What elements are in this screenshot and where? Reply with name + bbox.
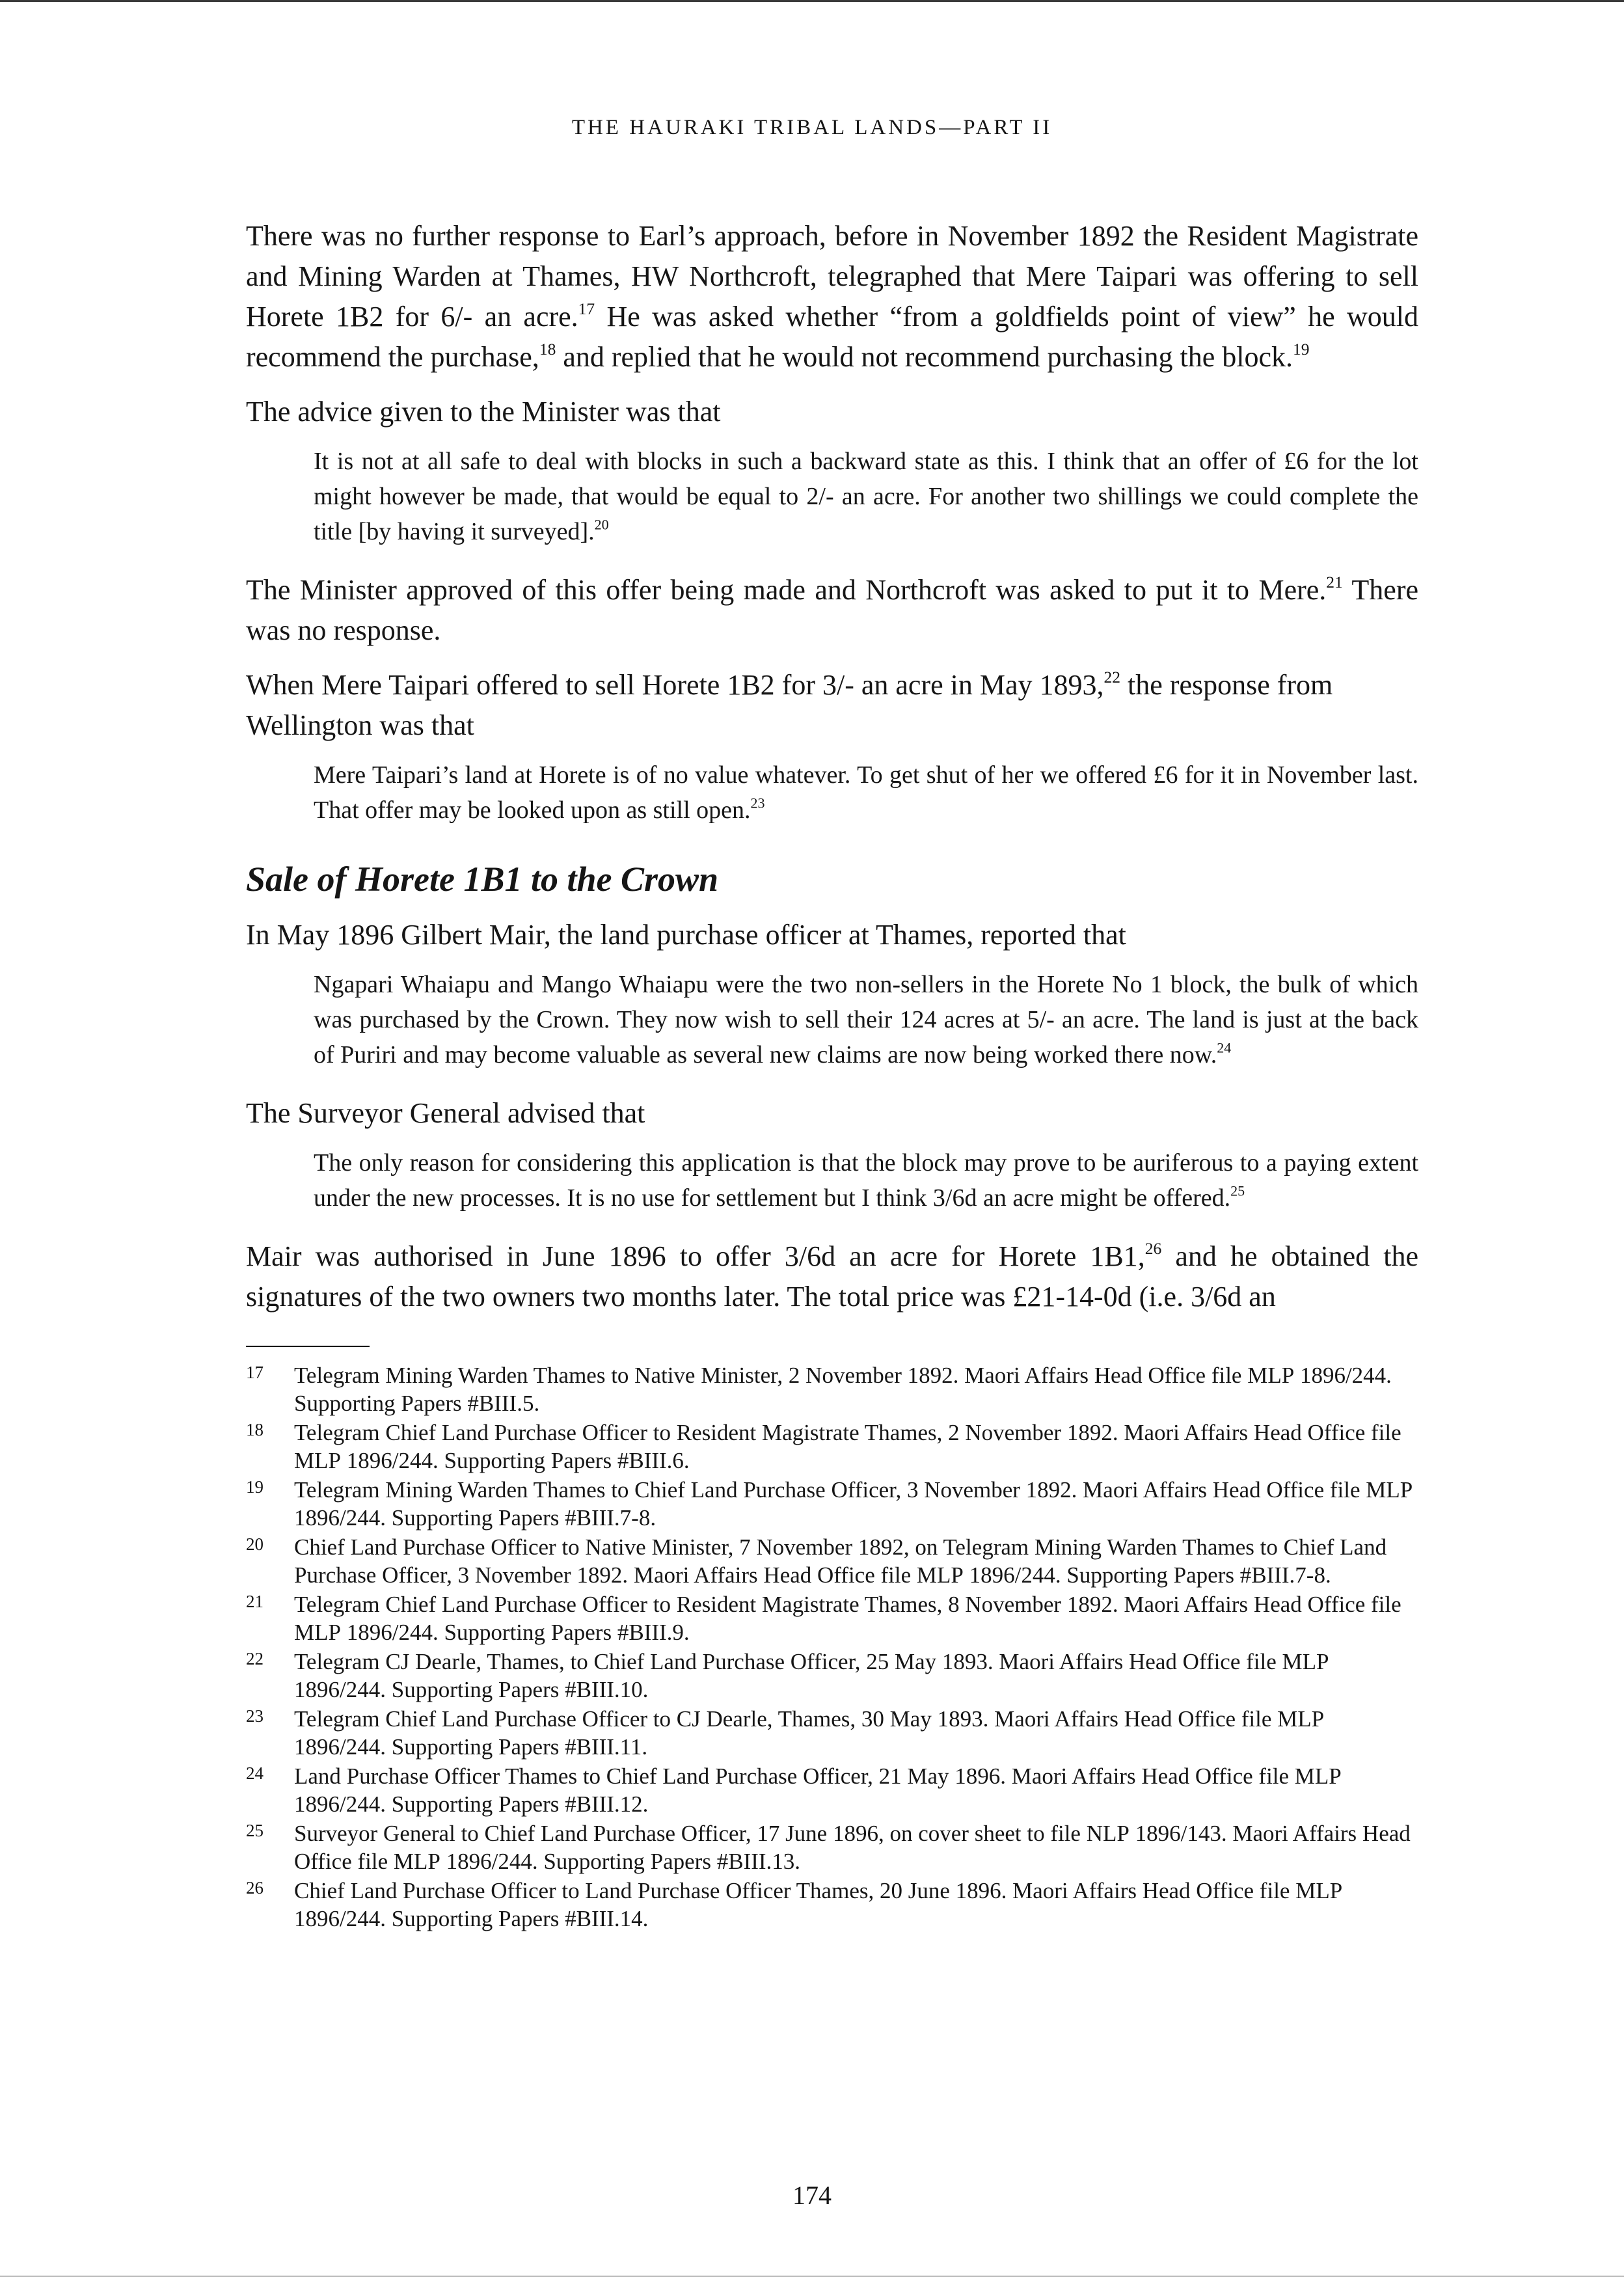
block-quote: It is not at all safe to deal with blocks in such a backward state as this. I think that an offer of £6 for the lot might however be made, that would be equal to 2/- an acre. For another two shillings we could complete the title [by having it surveyed].$^{20}$ [314, 448, 1418, 545]
footnote-ref[interactable]: 22 [1103, 668, 1121, 687]
paragraph: In May 1896 Gilbert Mair, the land purchase officer at Thames, reported that [246, 919, 1126, 951]
footnote-number: 26 [246, 1878, 264, 1898]
footnote: 22 Telegram CJ Dearle, Thames, to Chief Land Purchase Officer, 25 May 1893. Maori Affairs Head Office file MLP 1896/244. Supporting Papers #BIII.10. [246, 1649, 1329, 1702]
paragraph: The Minister approved of this offer being made and Northcroft was asked to put it to Mere.$^{21}$ There was no response. [246, 573, 1418, 646]
scan-top-edge [0, 0, 1624, 2]
footnote-number: 19 [246, 1477, 264, 1497]
footnote: 19 Telegram Mining Warden Thames to Chief Land Purchase Officer, 3 November 1892. Maori Affairs Head Office file MLP 1896/244. Supporting Papers #BIII.7-8. [246, 1477, 1413, 1531]
footnote-number: 18 [246, 1420, 264, 1439]
paragraph: The advice given to the Minister was that [246, 396, 721, 428]
footnote-ref[interactable]: 23 [750, 795, 765, 811]
footnote-ref[interactable]: 26 [1144, 1239, 1162, 1259]
footnote-number: 23 [246, 1706, 264, 1726]
footnote-number: 21 [246, 1592, 264, 1611]
footnote: 24 Land Purchase Officer Thames to Chief Land Purchase Officer, 21 May 1896. Maori Affairs Head Office file MLP 1896/244. Supporting Papers #BIII.12. [246, 1763, 1342, 1817]
body-text [246, 216, 1418, 1934]
footnote-separator [246, 1346, 370, 1347]
footnote-ref[interactable]: 20 [594, 516, 609, 533]
footnotes [246, 1361, 1418, 1933]
footnote-ref[interactable]: 17 [578, 299, 595, 319]
footnote-ref[interactable]: 25 [1230, 1182, 1245, 1199]
paragraph: There was no further response to Earl’s approach, before in November 1892 the Resident Magistrate and Mining Warden at Thames, HW Northcroft, telegraphed that Mere Taipari was offering to sell Horete 1B2 for 6/- an acre.$^{17}$ He was asked whether “from a goldfields point of view” he would recommend the purchase,$^{18}$ and replied that he would not recommend purchasing the block.$^{19}$ [246, 220, 1418, 373]
footnote: 20 Chief Land Purchase Officer to Native Minister, 7 November 1892, on Telegram Mining Warden Thames to Chief Land Purchase Officer, 3 November 1892. Maori Affairs Head Office file MLP 1896/244. Supporting Papers #BIII.7-8. [246, 1534, 1387, 1588]
footnote-number: 24 [246, 1763, 264, 1783]
block-quote: Mere Taipari’s land at Horete is of no value whatever. To get shut of her we offered £6 for it in November last. That offer may be looked upon as still open.$^{23}$ [314, 761, 1418, 824]
paragraph: When Mere Taipari offered to sell Horete 1B2 for 3/- an acre in May 1893,22 the response from Wellington was that [246, 668, 1333, 741]
footnote-ref[interactable]: 19 [1293, 340, 1310, 359]
footnote-ref[interactable]: 21 [1326, 573, 1343, 592]
running-head: THE HAURAKI TRIBAL LANDS—PART II [571, 116, 1053, 139]
footnote-ref[interactable]: 18 [539, 340, 556, 359]
footnote: 26 Chief Land Purchase Officer to Land Purchase Officer Thames, 20 June 1896. Maori Affairs Head Office file MLP 1896/244. Supporting Papers #BIII.14. [246, 1878, 1343, 1931]
footnote: 17 Telegram Mining Warden Thames to Native Minister, 2 November 1892. Maori Affairs Head Office file MLP 1896/244. Supporting Papers #BIII.5. [246, 1363, 1392, 1416]
footnote-ref[interactable]: 24 [1217, 1039, 1232, 1056]
footnote: 23 Telegram Chief Land Purchase Officer to CJ Dearle, Thames, 30 May 1893. Maori Affairs Head Office file MLP 1896/244. Supporting Papers #BIII.11. [246, 1706, 1325, 1760]
section-heading: Sale of Horete 1B1 to the Crown [246, 860, 719, 899]
footnote-number: 22 [246, 1649, 264, 1668]
scan-bottom-edge [0, 2276, 1624, 2277]
block-quote: Ngapari Whaiapu and Mango Whaiapu were the two non-sellers in the Horete No 1 block, the bulk of which was purchased by the Crown. They now wish to sell their 124 acres at 5/- an acre. The land is just at the back of Puriri and may become valuable as several new claims are now being worked there now.$^{24}$ [314, 971, 1418, 1068]
paragraph: The Surveyor General advised that [246, 1097, 645, 1129]
footnote-number: 25 [246, 1821, 264, 1840]
footnote: 21 Telegram Chief Land Purchase Officer to Resident Magistrate Thames, 8 November 1892. Maori Affairs Head Office file MLP 1896/244. Supporting Papers #BIII.9. [246, 1592, 1401, 1645]
block-quote: The only reason for considering this application is that the block may prove to be auriferous to a paying extent under the new processes. It is no use for settlement but I think 3/6d an acre might be offered.$^{25}$ [314, 1149, 1418, 1212]
footnote: 18 Telegram Chief Land Purchase Officer to Resident Magistrate Thames, 2 November 1892. Maori Affairs Head Office file MLP 1896/244. Supporting Papers #BIII.6. [246, 1420, 1401, 1473]
page-number: 174 [792, 2181, 832, 2210]
footnote-number: 17 [246, 1363, 264, 1382]
paragraph: Mair was authorised in June 1896 to offer 3/6d an acre for Horete 1B1,26 and he obtained the signatures of the two owners two months later. The total price was £21-14-0d (i.e. 3/6d an [246, 1239, 1418, 1313]
footnote-number: 20 [246, 1534, 264, 1554]
footnote: 25 Surveyor General to Chief Land Purchase Officer, 17 June 1896, on cover sheet to file NLP 1896/143. Maori Affairs Head Office file MLP 1896/244. Supporting Papers #BIII.13. [246, 1821, 1411, 1874]
